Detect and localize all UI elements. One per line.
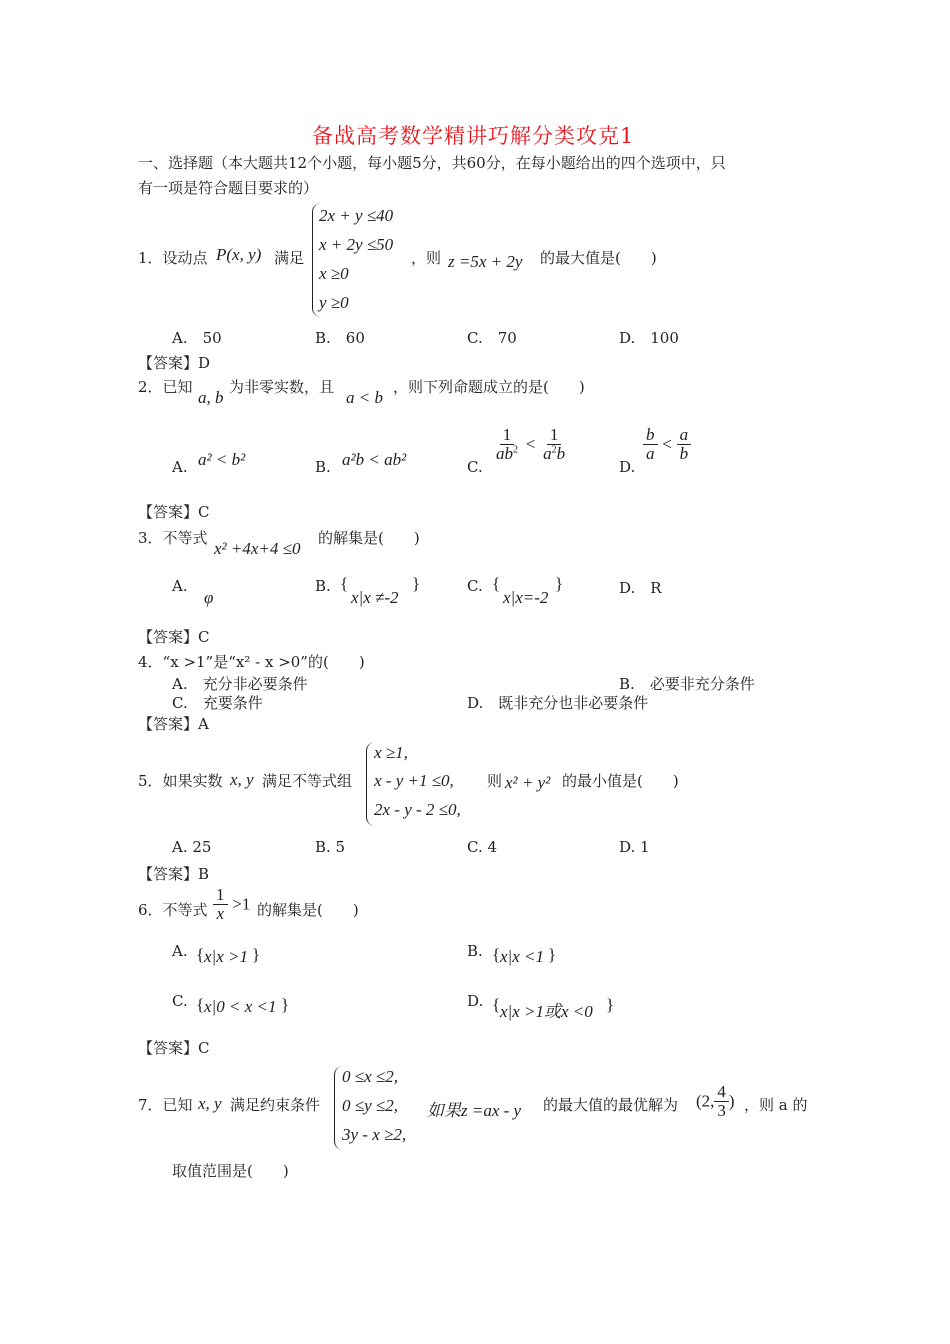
q3-option-a-value: φ [204, 588, 214, 607]
q4-stem: 4．“x >1”是“x² - x >0”的( ) [138, 653, 365, 671]
q6-option-a-brace-left: { [196, 945, 205, 964]
q6-option-c-value: x|0 < x <1 [204, 997, 277, 1016]
q6-option-a-value: x|x >1 [204, 947, 248, 966]
q6-option-b-brace-left: { [492, 945, 501, 964]
q1-objective: z =5x + 2y [448, 252, 523, 271]
page-title: 备战高考数学精讲巧解分类攻克1 [312, 124, 635, 148]
q5-constraint-3: 2x - y - 2 ≤0, [374, 800, 461, 819]
q2-ineq: a < b [346, 388, 383, 407]
q7-condition: 如果z =ax - y [427, 1101, 522, 1120]
q4-option-c: C. 充要条件 [172, 694, 263, 712]
q5-option-b: B. 5 [315, 838, 346, 856]
q5-then: 则 [487, 772, 503, 790]
q2-option-d-label: D. [619, 458, 636, 476]
q3-option-b-brace-left: { [340, 574, 349, 593]
q3-option-b-value: x|x ≠-2 [351, 588, 399, 607]
q5-prefix: 5．如果实数 [138, 772, 223, 790]
q1-prefix: 1．设动点 [138, 249, 208, 267]
q7-optimal-point: (2, $\frac{4}{3}$ ) [696, 1082, 735, 1120]
q3-option-b-brace-right: } [412, 574, 421, 593]
q5-vars: x, y [230, 770, 254, 789]
q2-option-c-expr: $\frac{1}{ab^2}$ < $\frac{1}{a^2b}$ [496, 425, 566, 463]
q3-suffix: 的解集是( ) [318, 529, 420, 547]
q1-option-a: A. 50 [172, 329, 222, 347]
q6-option-d-brace-right: } [606, 995, 615, 1014]
q2-vars: a, b [198, 388, 224, 407]
q4-option-d: D. 既非充分也非必要条件 [467, 694, 649, 712]
q1-option-b: B. 60 [315, 329, 365, 347]
q7-suffix: 的最大值的最优解为 [543, 1096, 679, 1114]
q7-tail: ，则 a 的 [744, 1096, 808, 1114]
q1-constraint-2: x + 2y ≤50 [319, 235, 394, 254]
q3-option-d: D. R [619, 579, 662, 597]
q3-answer: 【答案】C [138, 628, 210, 646]
section-header: 一、选择题（本大题共12个小题，每小题5分，共60分，在每小题给出的四个选项中，只 [138, 154, 726, 172]
q2-option-c-label: C. [467, 458, 483, 476]
q1-constraint-1: 2x + y ≤40 [319, 206, 394, 225]
q2-option-a-expr: a² < b² [198, 450, 246, 469]
q5-option-d: D. 1 [619, 838, 650, 856]
q3-prefix: 3．不等式 [138, 529, 208, 547]
q5-constraint-1: x ≥1, [374, 743, 408, 762]
q4-option-a: A. 充分非必要条件 [172, 675, 308, 693]
q7-constraint-2: 0 ≤y ≤2, [342, 1096, 398, 1115]
q6-option-d-brace-left: { [492, 995, 501, 1014]
q1-suffix: 的最大值是( ) [540, 249, 657, 267]
q5-suffix: 的最小值是( ) [562, 772, 679, 790]
q6-option-c-label: C. [172, 992, 188, 1010]
q3-option-c-brace-right: } [555, 574, 564, 593]
q2-option-b-label: B. [315, 458, 331, 476]
q3-option-c-label: C. [467, 577, 483, 595]
q5-constraint-2: x - y +1 ≤0, [374, 771, 454, 790]
q2-answer: 【答案】C [138, 503, 210, 521]
q6-option-c-brace-right: } [281, 995, 290, 1014]
q2-mid: 为非零实数，且 [229, 378, 335, 396]
q6-option-d-label: D. [467, 992, 484, 1010]
q4-option-b: B. 必要非充分条件 [619, 675, 755, 693]
q6-prefix: 6．不等式 [138, 901, 208, 919]
q6-option-c-brace-left: { [196, 995, 205, 1014]
q2-option-d-expr: $\frac{b}{a}$ < $\frac{a}{b}$ [643, 426, 691, 463]
q1-constraint-3: x ≥0 [319, 264, 349, 283]
q1-answer: 【答案】D [138, 354, 211, 372]
q6-suffix: 的解集是( ) [257, 901, 359, 919]
q5-option-a: A. 25 [172, 838, 212, 856]
q2-option-a-label: A. [172, 458, 188, 476]
q1-option-c: C. 70 [467, 329, 517, 347]
q5-expr: x² + y² [505, 773, 551, 792]
q7-mid: 满足约束条件 [230, 1096, 321, 1114]
q5-mid: 满足不等式组 [262, 772, 353, 790]
q1-point: P(x, y) [216, 245, 262, 264]
q1-mid: 满足 [274, 249, 305, 267]
q3-option-a-label: A. [172, 577, 188, 595]
q3-option-c-brace-left: { [492, 574, 501, 593]
q1-then: ，则 [411, 249, 442, 267]
q4-answer: 【答案】A [138, 715, 209, 733]
q6-option-b-label: B. [467, 942, 483, 960]
q7-line2: 取值范围是( ) [172, 1162, 289, 1180]
q6-answer: 【答案】C [138, 1039, 210, 1057]
q7-prefix: 7．已知 [138, 1096, 193, 1114]
q5-option-c: C. 4 [467, 838, 498, 856]
q2-option-b-expr: a²b < ab² [342, 450, 407, 469]
q6-option-a-label: A. [172, 942, 188, 960]
q6-inequality: $\frac{1}{x}$ >1 [213, 886, 250, 923]
q1-option-d: D. 100 [619, 329, 679, 347]
q7-vars: x, y [198, 1094, 222, 1113]
q2-suffix: ，则下列命题成立的是( ) [393, 378, 585, 396]
q5-answer: 【答案】B [138, 865, 210, 883]
q3-option-b-label: B. [315, 577, 331, 595]
q3-expr: x² +4x+4 ≤0 [214, 539, 301, 558]
q2-prefix: 2．已知 [138, 378, 193, 396]
q3-option-c-value: x|x=-2 [503, 588, 549, 607]
q1-constraint-4: y ≥0 [319, 293, 349, 312]
q6-option-d-value: x|x >1或x <0 [500, 1002, 593, 1021]
q6-option-a-brace-right: } [252, 945, 261, 964]
q6-option-b-value: x|x <1 [500, 947, 544, 966]
section-header-cont: 有一项是符合题目要求的） [138, 179, 319, 197]
q7-constraint-1: 0 ≤x ≤2, [342, 1067, 398, 1086]
q6-option-b-brace-right: } [548, 945, 557, 964]
q7-constraint-3: 3y - x ≥2, [342, 1125, 407, 1144]
